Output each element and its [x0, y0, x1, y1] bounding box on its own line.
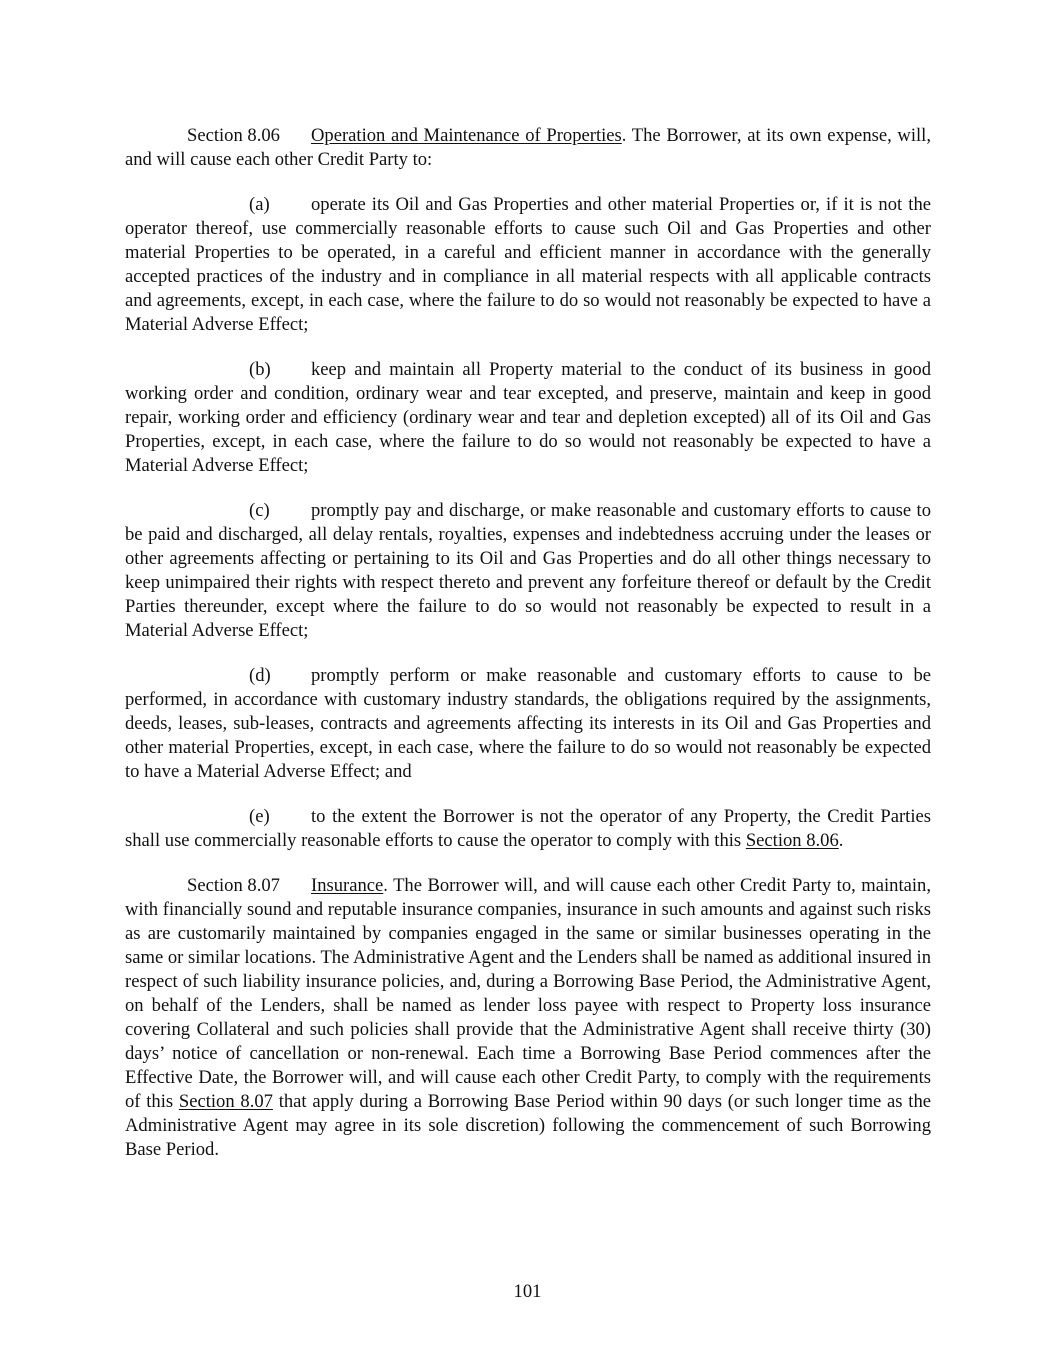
clause-e-text: to the extent the Borrower is not the operator of any Property, the Credit Parties shall use commercially reasonable efforts to cause the operator to comply with this	[125, 806, 931, 851]
clause-d-paragraph	[125, 664, 931, 784]
clause-a-paragraph	[125, 193, 931, 337]
clause-d-label: (d)	[249, 665, 271, 686]
clause-b-text: keep and maintain all Property material to the conduct of its business in good working order and condition, ordinary wear and tear excepted, and preserve, maintain and keep in good repair, working order and efficiency (ordinary wear and tear and depletion excepted) all of its Oil and Gas Properties, except, in each case, where the failure to do so would not reasonably be expected to have a Material Adverse Effect;	[125, 359, 931, 476]
section-8-07-number: Section 8.07	[187, 875, 280, 896]
section-8-06-cross-reference: Section 8.06	[745, 830, 839, 851]
section-8-07-title: Insurance	[311, 875, 384, 896]
section-8-06-intro-text: . The Borrower, at its own expense, will, and will cause each other Credit Party to:	[125, 125, 931, 170]
clause-a-text: operate its Oil and Gas Properties and other material Properties or, if it is not the operator thereof, use commercially reasonable efforts to cause such Oil and Gas Properties and other material Properties to be operated, in a careful and efficient manner in accordance with the generally accepted practices of the industry and in compliance in all material respects with all applicable contracts and agreements, except, in each case, where the failure to do so would not reasonably be expected to have a Material Adverse Effect;	[125, 194, 931, 335]
section-8-06-number: Section 8.06	[187, 125, 280, 146]
clause-c-text: promptly pay and discharge, or make reasonable and customary efforts to cause to be paid and discharged, all delay rentals, royalties, expenses and indebtedness accruing under the leases or other agreements affecting or pertaining to its Oil and Gas Properties and do all other things necessary to keep unimpaired their rights with respect thereto and prevent any forfeiture thereof or default by the Credit Parties thereunder, except where the failure to do so would not reasonably be expected to result in a Material Adverse Effect;	[125, 500, 931, 641]
document-page-body	[125, 124, 931, 1183]
clause-e-label: (e)	[249, 806, 270, 827]
clause-d-text: promptly perform or make reasonable and customary efforts to cause to be performed, in accordance with customary industry standards, the obligations required by the assignments, deeds, leases, sub-leases, contracts and agreements affecting its interests in its Oil and Gas Properties and other material Properties, except, in each case, where the failure to do so would not reasonably be expected to have a Material Adverse Effect; and	[125, 665, 931, 782]
section-8-07-cross-reference: Section 8.07	[178, 1091, 273, 1112]
section-8-06-title: Operation and Maintenance of Properties	[311, 125, 622, 146]
section-8-07-text-part-1: . The Borrower will, and will cause each other Credit Party to, maintain, with financially sound and reputable insurance companies, insurance in such amounts and against such risks as are customarily maintained by companies engaged in the same or similar businesses operating in the same or similar locations. The Administrative Agent and the Lenders shall be named as additional insured in respect of such liability insurance policies, and, during a Borrowing Base Period, the Administrative Agent, on behalf of the Lenders, shall be named as lender loss payee with respect to Property loss insurance covering Collateral and such policies shall provide that the Administrative Agent shall receive thirty (30) days’ notice of cancellation or non-renewal. Each time a Borrowing Base Period commences after the Effective Date, the Borrower will, and will cause each other Credit Party, to comply with the requirements of this	[125, 875, 931, 1112]
clause-b-paragraph	[125, 358, 931, 478]
section-8-07-text-part-2: that apply during a Borrowing Base Period within 90 days (or such longer time as the Administrative Agent may agree in its sole discretion) following the commencement of such Borrowing Base Period.	[125, 1091, 931, 1160]
clause-c-paragraph	[125, 499, 931, 643]
section-8-06-paragraph	[125, 124, 931, 172]
page-number: 101	[513, 1281, 542, 1302]
clause-e-paragraph	[125, 805, 931, 853]
section-8-07-paragraph	[125, 874, 931, 1162]
clause-a-label: (a)	[249, 194, 270, 215]
clause-b-label: (b)	[249, 359, 271, 380]
clause-e-end: .	[838, 830, 844, 851]
clause-c-label: (c)	[249, 500, 270, 521]
